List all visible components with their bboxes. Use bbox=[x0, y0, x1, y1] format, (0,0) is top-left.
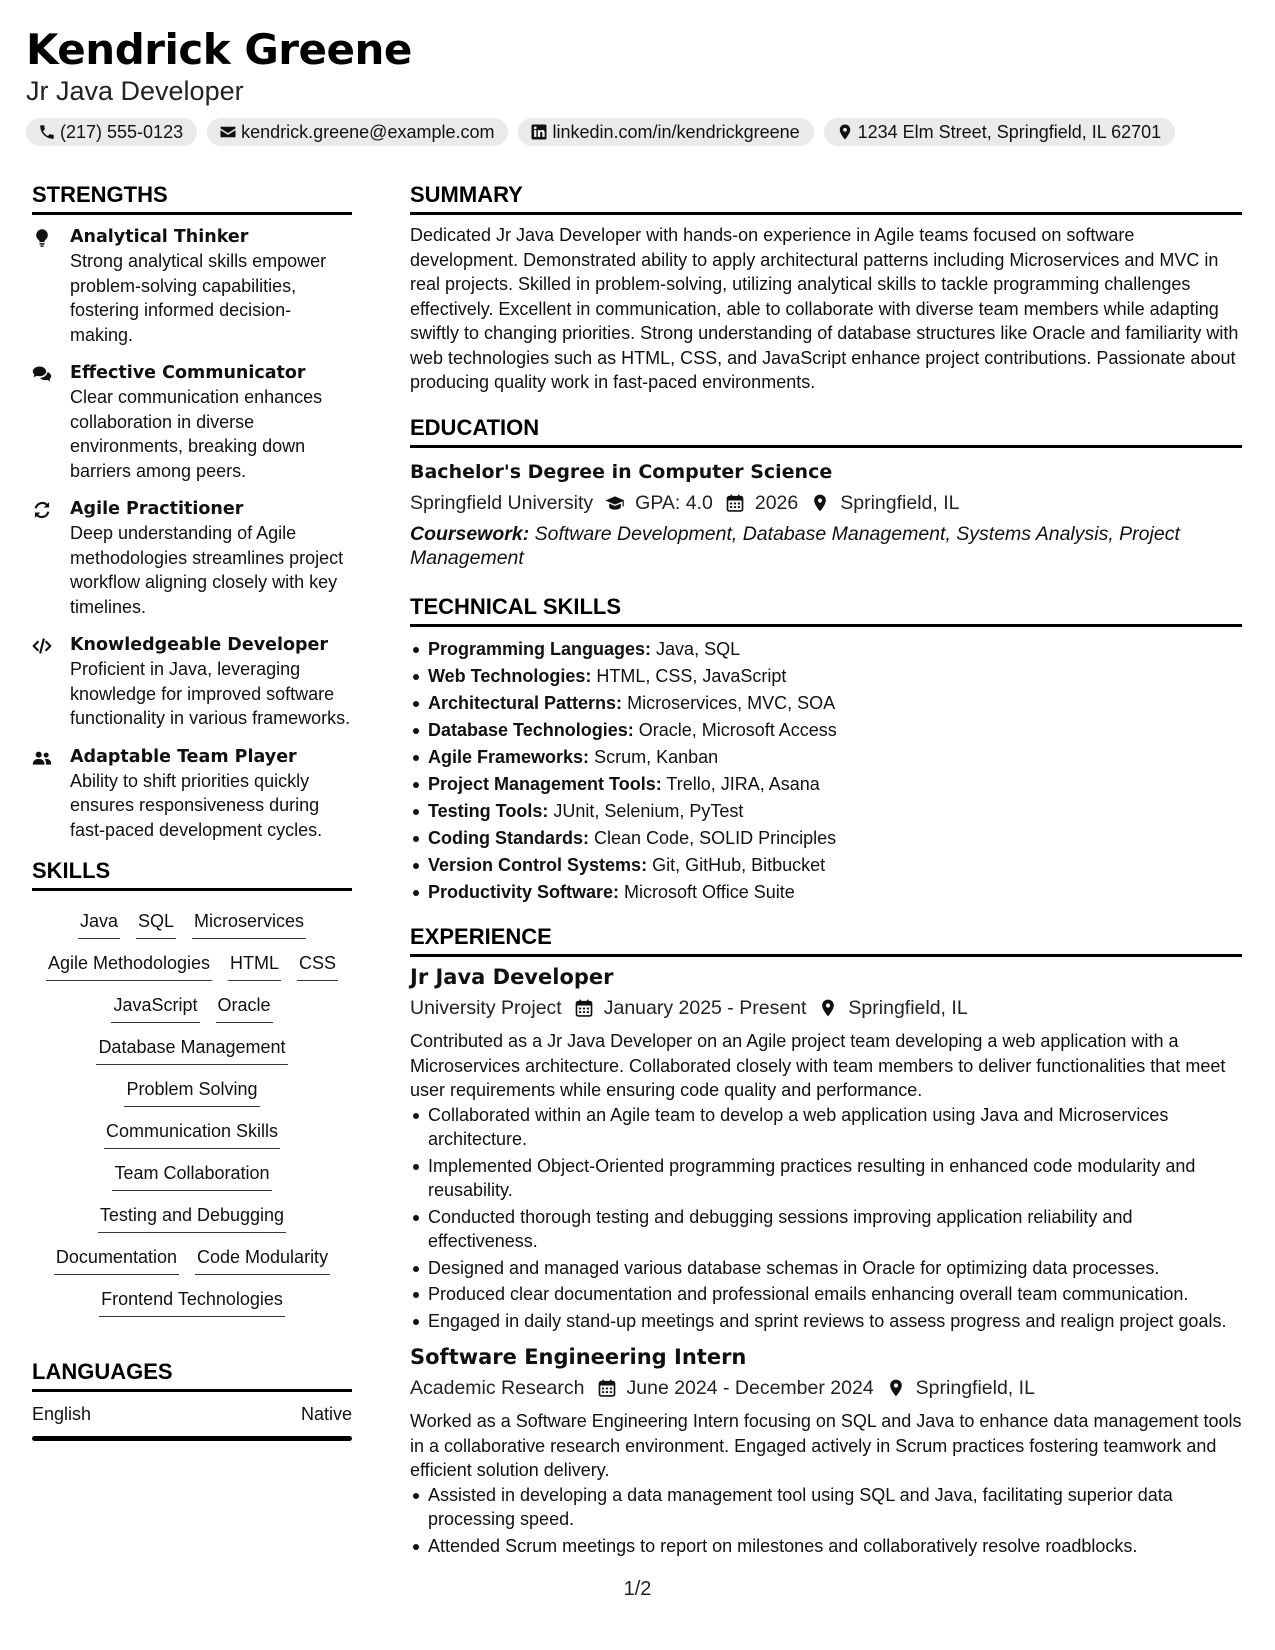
skill-tag: Frontend Technologies bbox=[99, 1287, 285, 1317]
job-dates: January 2025 - Present bbox=[603, 997, 807, 1019]
skill-tag: Java bbox=[78, 909, 120, 939]
strengths-list bbox=[32, 225, 352, 842]
skill-tag: Code Modularity bbox=[195, 1245, 330, 1275]
list-item: Produced clear documentation and professional emails enhancing overall team communication. bbox=[410, 1282, 1242, 1307]
coursework-text: Software Development, Database Management, Systems Analysis, Project Management bbox=[410, 522, 1180, 569]
gpa-text: GPA: 4.0 bbox=[635, 491, 713, 514]
list-item: Engaged in daily stand-up meetings and sprint reviews to assess progress and realign project goals. bbox=[410, 1309, 1242, 1334]
lightbulb-icon bbox=[32, 228, 52, 248]
school-name: Springfield University bbox=[410, 491, 594, 514]
list-item: Agile Frameworks: Scrum, Kanban bbox=[410, 745, 1242, 770]
skill-tag: Agile Methodologies bbox=[46, 951, 212, 981]
job-description: Contributed as a Jr Java Developer on an Agile project team developing a web application with a Microservices architecture. Collaborated closely with team members to deliver functionalities that meet user requirements while ensuring code quality and performance. bbox=[410, 1031, 1226, 1100]
skills-heading: SKILLS bbox=[32, 856, 352, 891]
linkedin-chip[interactable] bbox=[518, 118, 813, 146]
strengths-heading: STRENGTHS bbox=[32, 180, 352, 215]
experience-entry bbox=[410, 963, 1242, 1333]
strength-title: Adaptable Team Player bbox=[70, 746, 297, 767]
experience-entry bbox=[410, 1343, 1242, 1558]
list-item: Database Technologies: Oracle, Microsoft Access bbox=[410, 718, 1242, 743]
skill-tag: Database Management bbox=[96, 1035, 287, 1065]
calendar-icon bbox=[574, 998, 594, 1018]
list-item: Productivity Software: Microsoft Office Suite bbox=[410, 880, 1242, 905]
users-icon bbox=[32, 748, 52, 768]
list-item: Collaborated within an Agile team to develop a web application using Java and Microservices architecture. bbox=[410, 1103, 1242, 1152]
list-item: Project Management Tools: Trello, JIRA, Asana bbox=[410, 772, 1242, 797]
skill-tag: Oracle bbox=[216, 993, 273, 1023]
skill-tag: HTML bbox=[228, 951, 281, 981]
strength-item bbox=[32, 225, 352, 347]
strength-item bbox=[32, 745, 352, 843]
list-item: Implemented Object-Oriented programming practices resulting in enhanced code modularity and reusability. bbox=[410, 1154, 1242, 1203]
resume-header bbox=[26, 26, 1249, 146]
strength-item bbox=[32, 633, 352, 731]
experience-heading: EXPERIENCE bbox=[410, 922, 1242, 957]
list-item: Testing Tools: JUnit, Selenium, PyTest bbox=[410, 799, 1242, 824]
coursework-label: Coursework: bbox=[410, 522, 530, 545]
technical-skills-heading: TECHNICAL SKILLS bbox=[410, 592, 1242, 627]
skill-tag: CSS bbox=[297, 951, 338, 981]
email-text: kendrick.greene@example.com bbox=[241, 121, 495, 142]
job-org: Academic Research bbox=[410, 1377, 585, 1399]
strength-text: Ability to shift priorities quickly ensures responsiveness during fast-paced development cycles. bbox=[70, 770, 323, 840]
job-bullets bbox=[410, 1483, 1242, 1559]
candidate-name: Kendrick Greene bbox=[26, 25, 412, 74]
page-number: 1/2 bbox=[623, 1578, 652, 1600]
languages-heading: LANGUAGES bbox=[32, 1357, 352, 1392]
candidate-title: Jr Java Developer bbox=[26, 76, 244, 106]
map-marker-icon bbox=[836, 123, 854, 141]
skill-tag: Microservices bbox=[192, 909, 306, 939]
strength-item bbox=[32, 497, 352, 619]
education-heading: EDUCATION bbox=[410, 413, 1242, 448]
right-column bbox=[410, 180, 1242, 1572]
map-marker-icon bbox=[810, 493, 830, 513]
list-item: Coding Standards: Clean Code, SOLID Principles bbox=[410, 826, 1242, 851]
strength-title: Analytical Thinker bbox=[70, 227, 249, 247]
language-row bbox=[32, 1402, 352, 1426]
envelope-icon bbox=[219, 123, 237, 141]
job-title: Software Engineering Intern bbox=[410, 1345, 747, 1369]
left-column bbox=[32, 180, 352, 1441]
skill-tag: Team Collaboration bbox=[112, 1161, 271, 1191]
skill-tag: SQL bbox=[136, 909, 176, 939]
job-org: University Project bbox=[410, 997, 562, 1019]
education-meta bbox=[410, 488, 1242, 518]
phone-icon bbox=[38, 123, 56, 141]
address-chip[interactable] bbox=[824, 118, 1176, 146]
job-meta bbox=[410, 993, 1242, 1023]
list-item: Programming Languages: Java, SQL bbox=[410, 637, 1242, 662]
skill-tag: Documentation bbox=[54, 1245, 179, 1275]
strength-text: Deep understanding of Agile methodologies streamlines project workflow aligning closely with key timelines. bbox=[70, 523, 344, 617]
job-location: Springfield, IL bbox=[848, 997, 968, 1019]
technical-skills-list bbox=[410, 637, 1242, 905]
list-item: Web Technologies: HTML, CSS, JavaScript bbox=[410, 664, 1242, 689]
map-marker-icon bbox=[886, 1378, 906, 1398]
education-location: Springfield, IL bbox=[840, 491, 960, 514]
strength-text: Clear communication enhances collaboration in diverse environments, breaking down barriers among peers. bbox=[70, 387, 323, 481]
job-dates: June 2024 - December 2024 bbox=[626, 1377, 874, 1399]
list-item: Assisted in developing a data management tool using SQL and Java, facilitating superior data processing speed. bbox=[410, 1483, 1242, 1532]
degree-title: Bachelor's Degree in Computer Science bbox=[410, 460, 833, 483]
job-location: Springfield, IL bbox=[915, 1377, 1035, 1399]
job-description: Worked as a Software Engineering Intern focusing on SQL and Java to enhance data management tools in a collaborative research environment. Engaged actively in Scrum practices fostering teamwork and efficient solution delivery. bbox=[410, 1411, 1242, 1480]
summary-text: Dedicated Jr Java Developer with hands-on experience in Agile teams focused on software development. Demonstrated ability to apply architectural patterns including Microservices and MVC in real projects. Skilled in problem-solving, utilizing analytical skills to tackle programming challenges effectively. Excellent in communication, able to collaborate with diverse team members while adapting swiftly to changing priorities. Strong understanding of database structures like Oracle and familiarity with web technologies such as HTML, CSS, and JavaScript enhance project contributions. Passionate about producing quality work in fast-paced environments. bbox=[410, 225, 1239, 392]
list-item: Conducted thorough testing and debugging sessions improving application reliability and effectiveness. bbox=[410, 1205, 1242, 1254]
skill-tag: JavaScript bbox=[111, 993, 199, 1023]
strength-item bbox=[32, 361, 352, 483]
strength-text: Proficient in Java, leveraging knowledge for improved software functionality in various frameworks. bbox=[70, 659, 351, 728]
email-chip[interactable] bbox=[207, 118, 508, 146]
calendar-icon bbox=[725, 493, 745, 513]
graduation-year: 2026 bbox=[754, 491, 799, 514]
strength-title: Agile Practitioner bbox=[70, 499, 244, 519]
strength-title: Knowledgeable Developer bbox=[70, 635, 329, 655]
phone-text: (217) 555-0123 bbox=[60, 121, 184, 142]
sync-icon bbox=[32, 500, 52, 520]
coursework bbox=[410, 522, 1242, 570]
phone-chip[interactable] bbox=[26, 118, 197, 146]
linkedin-text: linkedin.com/in/kendrickgreene bbox=[552, 121, 800, 142]
graduation-cap-icon bbox=[605, 493, 625, 513]
language-proficiency-bar bbox=[32, 1436, 352, 1441]
list-item: Version Control Systems: Git, GitHub, Bitbucket bbox=[410, 853, 1242, 878]
skills-list bbox=[32, 905, 352, 1317]
language-level: Native bbox=[300, 1404, 352, 1424]
list-item: Attended Scrum meetings to report on milestones and collaboratively resolve roadblocks. bbox=[410, 1534, 1242, 1559]
strength-title: Effective Communicator bbox=[70, 363, 306, 383]
calendar-icon bbox=[597, 1378, 617, 1398]
contact-bar bbox=[26, 118, 1249, 146]
comments-icon bbox=[32, 364, 52, 384]
job-bullets bbox=[410, 1103, 1242, 1334]
job-title: Jr Java Developer bbox=[410, 965, 614, 989]
summary-heading: SUMMARY bbox=[410, 180, 1242, 215]
language-name: English bbox=[32, 1404, 92, 1424]
list-item: Architectural Patterns: Microservices, MVC, SOA bbox=[410, 691, 1242, 716]
skill-tag: Testing and Debugging bbox=[98, 1203, 286, 1233]
list-item: Designed and managed various database schemas in Oracle for optimizing data processes. bbox=[410, 1256, 1242, 1281]
linkedin-icon bbox=[530, 123, 548, 141]
map-marker-icon bbox=[818, 998, 838, 1018]
code-icon bbox=[32, 636, 52, 656]
skill-tag: Problem Solving bbox=[124, 1077, 259, 1107]
strength-text: Strong analytical skills empower problem-solving capabilities, fostering informed decision-making. bbox=[70, 251, 327, 345]
address-text: 1234 Elm Street, Springfield, IL 62701 bbox=[857, 121, 1162, 142]
skill-tag: Communication Skills bbox=[104, 1119, 280, 1149]
job-meta bbox=[410, 1373, 1242, 1403]
